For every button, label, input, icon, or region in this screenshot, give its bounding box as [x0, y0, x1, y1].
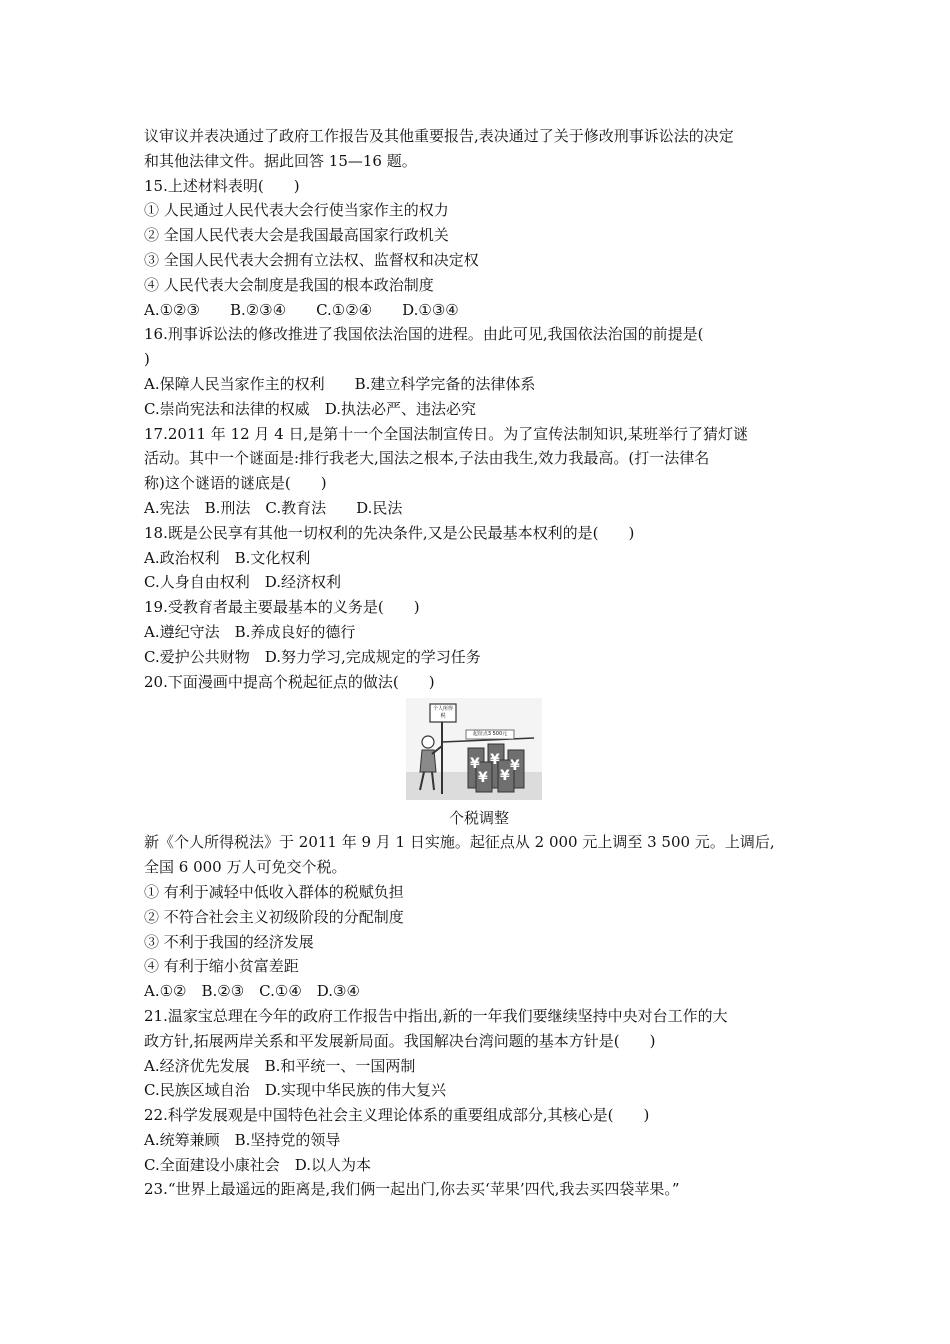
- svg-text:¥: ¥: [500, 768, 510, 785]
- sign-text: 个人所得税: [432, 706, 453, 720]
- question-block-top: [144, 124, 814, 694]
- svg-text:¥: ¥: [510, 758, 520, 775]
- answer-choices: C.全面建设小康社会 D.以人为本: [144, 1155, 371, 1174]
- option-line: ③ 不利于我国的经济发展: [144, 932, 314, 951]
- question-block-bottom: [144, 830, 814, 1202]
- svg-text:¥: ¥: [470, 756, 480, 773]
- text-line: 议审议并表决通过了政府工作报告及其他重要报告,表决通过了关于修改刑事诉讼法的决定: [144, 127, 734, 145]
- answer-choices: C.人身自由权利 D.经济权利: [144, 573, 341, 592]
- question-21: 21.温家宝总理在今年的政府工作报告中指出,新的一年我们要继续坚持中央对台工作的大: [144, 1006, 728, 1025]
- cartoon-caption: 个税调整: [448, 809, 509, 828]
- text-line: 新《个人所得税法》于 2011 年 9 月 1 日实施。起征点从 2 000 元上调至 3 500 元。上调后,: [144, 833, 775, 852]
- question-17: 17.2011 年 12 月 4 日,是第十一个全国法制宣传日。为了宣传法制知识,某班举行了猜灯谜: [144, 424, 749, 443]
- option-line: ④ 有利于缩小贫富差距: [144, 957, 299, 976]
- svg-text:¥: ¥: [478, 770, 488, 787]
- text-line: 政方针,拓展两岸关系和平发展新局面。我国解决台湾问题的基本方针是( ): [144, 1031, 656, 1050]
- text-line: 称)这个谜语的谜底是( ): [144, 474, 327, 493]
- option-line: ③ 全国人民代表大会拥有立法权、监督权和决定权: [144, 250, 479, 269]
- answer-choices: A.①②③ B.②③④ C.①②④ D.①③④: [144, 300, 459, 319]
- answer-choices: A.①② B.②③ C.①④ D.③④: [144, 982, 360, 1001]
- tax-cartoon-image: [406, 698, 542, 800]
- svg-text:¥: ¥: [490, 752, 500, 769]
- text-line: 活动。其中一个谜面是:排行我老大,国法之根本,子法由我生,效力我最高。(打一法律名: [144, 449, 710, 468]
- option-line: ① 有利于减轻中低收入群体的税赋负担: [144, 882, 404, 901]
- answer-choices: A.宪法 B.刑法 C.教育法 D.民法: [144, 498, 403, 517]
- option-line: ④ 人民代表大会制度是我国的根本政治制度: [144, 275, 434, 294]
- answer-choices: C.民族区域自治 D.实现中华民族的伟大复兴: [144, 1081, 446, 1100]
- question-19: 19.受教育者最主要最基本的义务是( ): [144, 598, 420, 617]
- question-20: 20.下面漫画中提高个税起征点的做法( ): [144, 672, 435, 691]
- option-line: ② 全国人民代表大会是我国最高国家行政机关: [144, 226, 449, 245]
- document-page: [144, 124, 814, 1202]
- question-15: 15.上述材料表明( ): [144, 176, 300, 195]
- answer-choices: A.政治权利 B.文化权利: [144, 548, 311, 567]
- banner-text: 起征点3 500元: [472, 731, 508, 738]
- question-22: 22.科学发展观是中国特色社会主义理论体系的重要组成部分,其核心是( ): [144, 1106, 650, 1125]
- question-23: 23.“世界上最遥远的距离是,我们俩一起出门,你去买‘苹果’四代,我去买四袋苹果。”: [144, 1180, 680, 1199]
- option-line: ② 不符合社会主义初级阶段的分配制度: [144, 907, 404, 926]
- option-line: ① 人民通过人民代表大会行使当家作主的权力: [144, 201, 449, 220]
- text-line: 和其他法律文件。据此回答 15—16 题。: [144, 151, 417, 170]
- question-16: 16.刑事诉讼法的修改推进了我国依法治国的进程。由此可见,我国依法治国的前提是(: [144, 325, 704, 344]
- answer-choices: C.崇尚宪法和法律的权威 D.执法必严、违法必究: [144, 399, 476, 418]
- question-18: 18.既是公民享有其他一切权利的先决条件,又是公民最基本权利的是( ): [144, 523, 635, 542]
- answer-choices: A.保障人民当家作主的权利 B.建立科学完备的法律体系: [144, 374, 536, 393]
- text-line: ): [144, 350, 150, 369]
- answer-choices: A.统筹兼顾 B.坚持党的领导: [144, 1130, 341, 1149]
- answer-choices: A.遵纪守法 B.养成良好的德行: [144, 622, 356, 641]
- cartoon-drawing: [406, 698, 542, 800]
- answer-choices: C.爱护公共财物 D.努力学习,完成规定的学习任务: [144, 647, 481, 666]
- text-line: 全国 6 000 万人可免交个税。: [144, 858, 347, 877]
- answer-choices: A.经济优先发展 B.和平统一、一国两制: [144, 1056, 416, 1075]
